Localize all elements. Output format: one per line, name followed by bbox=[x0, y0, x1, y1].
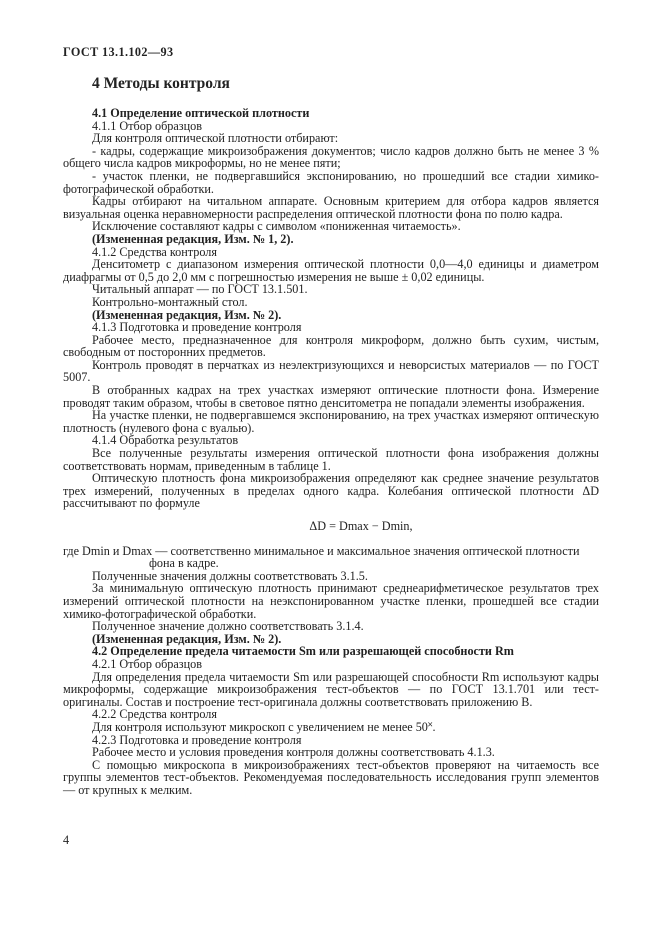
paragraph: Все полученные результаты измерения оптической плотности фона изображения должны соответствовать нормам, приведенным в таблице 1. bbox=[63, 446, 599, 473]
paragraph: Кадры отбирают на читальном аппарате. Основным критерием для отбора кадров является визуальная оценка неравномерности распределения оптической плотности фона по полю кадра. bbox=[63, 194, 599, 221]
body-text bbox=[63, 107, 599, 796]
paragraph: Рабочее место, предназначенное для контроля микроформ, должно быть сухим, чистым, свободным от посторонних предметов. bbox=[63, 332, 599, 360]
paragraph: Для определения предела читаемости Sm или разрешающей способности Rm используют кадры микроформы, содержащие микроизображения тест-объектов — по ГОСТ 13.1.701 или тест-оригиналы. Состав и построение тест-оригинала должны соответствовать приложению В. bbox=[63, 669, 599, 709]
paragraph: С помощью микроскопа в микроизображениях тест-объектов проверяют на читаемость все группы элементов тест-объектов. Рекомендуемая последовательность исследования групп элементов — от крупных к мелким. bbox=[63, 757, 599, 797]
list-item: - кадры, содержащие микроизображения документов; число кадров должно быть не менее 3 % общего числа кадров микроформы, но не менее пяти; bbox=[63, 143, 599, 171]
subsection-heading: 4.2 Определение предела читаемости Sm или разрешающей способности Rm bbox=[92, 644, 514, 659]
page-number: 4 bbox=[63, 833, 70, 847]
formula-legend: где Dmin и Dmax — соответственно минимальное и максимальное значения оптической плотности bbox=[63, 543, 580, 558]
paragraph: Полученное значение должно соответствовать 3.1.4. bbox=[92, 619, 364, 634]
amendment-note: (Измененная редакция, Изм. № 1, 2). bbox=[92, 231, 294, 246]
formula: ΔD = Dmax − Dmin, bbox=[309, 519, 413, 533]
amendment-note: (Измененная редакция, Изм. № 2). bbox=[92, 631, 282, 646]
paragraph: Рабочее место и условия проведения контроля должны соответствовать 4.1.3. bbox=[92, 745, 495, 760]
subsection-heading: 4.1 Определение оптической плотности bbox=[92, 106, 310, 120]
paragraph: Читальный аппарат — по ГОСТ 13.1.501. bbox=[92, 282, 308, 297]
section-title: 4 Методы контроля bbox=[92, 75, 230, 92]
paragraph: Для контроля оптической плотности отбирают: bbox=[92, 131, 339, 146]
clause-heading: 4.2.3 Подготовка и проведение контроля bbox=[92, 732, 302, 747]
paragraph: Контроль проводят в перчатках из неэлектризующихся и неворсистых материалов — по ГОСТ 5007. bbox=[63, 357, 599, 385]
clause-heading: 4.1.1 Отбор образцов bbox=[92, 118, 202, 133]
paragraph: За минимальную оптическую плотность принимают среднеарифметическое результатов трех измерений оптической плотности на неэкспонированном участке пленки, прошедшей все стадии химико-фотографической обработки. bbox=[63, 581, 599, 621]
paragraph: Полученные значения должны соответствовать 3.1.5. bbox=[92, 568, 368, 583]
clause-heading: 4.2.1 Отбор образцов bbox=[92, 656, 202, 671]
paragraph: Контрольно-монтажный стол. bbox=[92, 294, 248, 309]
clause-heading: 4.2.2 Средства контроля bbox=[92, 707, 217, 722]
amendment-note: (Измененная редакция, Изм. № 2). bbox=[92, 307, 282, 322]
clause-heading: 4.1.3 Подготовка и проведение контроля bbox=[92, 320, 302, 335]
clause-heading: 4.1.4 Обработка результатов bbox=[92, 433, 239, 448]
list-item: - участок пленки, не подвергавшийся экспонированию, но прошедший все стадии химико-фотографической обработки. bbox=[63, 168, 599, 196]
clause-heading: 4.1.2 Средства контроля bbox=[92, 244, 217, 259]
formula-legend-cont: фона в кадре. bbox=[149, 556, 219, 571]
paragraph: Оптическую плотность фона микроизображения определяют как среднее значение результатов трех измерений, полученных в пределах одного кадра. Колебания оптической плотности ΔD рассчитывают по формуле bbox=[63, 471, 599, 511]
paragraph: На участке пленки, не подвергавшемся экспонированию, на трех участках измеряют оптическую плотность (нулевого фона с вуалью). bbox=[63, 408, 599, 435]
paragraph: Денситометр с диапазоном измерения оптической плотности 0,0—4,0 единицы и диаметром диафрагмы от 0,5 до 2,0 мм с погрешностью измерения не выше ± 0,02 единицы. bbox=[63, 257, 599, 284]
paragraph: В отобранных кадрах на трех участках измеряют оптические плотности фона. Измерение проводят таким образом, чтобы в световое пятно денситометра не попадали элементы изображения. bbox=[63, 383, 599, 410]
running-header: ГОСТ 13.1.102—93 bbox=[63, 45, 174, 59]
paragraph: Исключение составляют кадры с символом «пониженная читаемость». bbox=[92, 219, 461, 234]
paragraph: Для контроля используют микроскоп с увеличением не менее 50˟. bbox=[92, 719, 436, 734]
